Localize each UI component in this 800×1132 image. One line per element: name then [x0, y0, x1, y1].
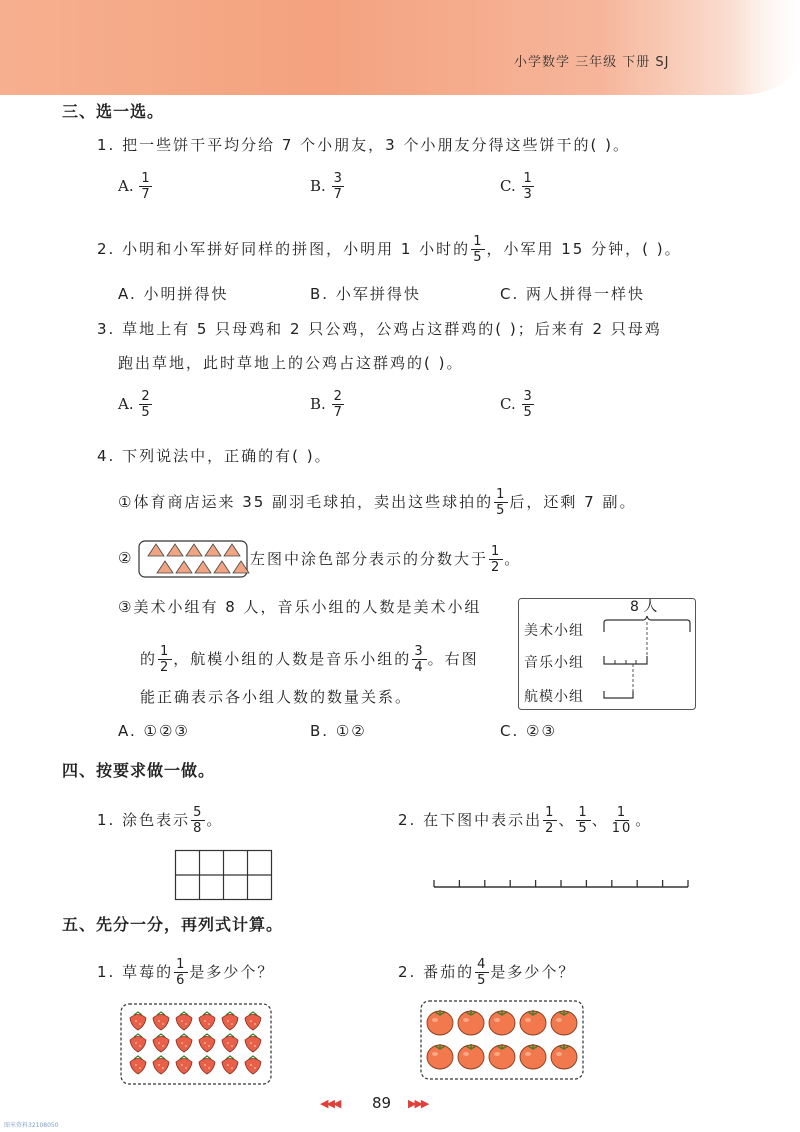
strawberry-icon — [176, 1012, 192, 1030]
statement-text: ，航模小组的人数是音乐小组的 — [173, 650, 412, 668]
s5-q1 — [97, 958, 274, 987]
footer-left-arrows: ◀◀◀ — [320, 1097, 340, 1110]
fraction: $\frac{2}{5}$ — [141, 389, 150, 420]
separator: 、 — [558, 811, 576, 829]
strawberry-icon — [176, 1056, 192, 1074]
fraction: $\frac{1}{5}$ — [473, 234, 484, 265]
strawberry-icon — [130, 1056, 146, 1074]
tomato-icon — [520, 1010, 546, 1035]
tomato-icon — [551, 1010, 577, 1035]
s3-q4-text: 下列说法中，正确的有( )。 — [122, 447, 332, 465]
s4-q2-num: 2. — [398, 811, 417, 829]
s4-q2-end: 。 — [635, 811, 653, 829]
triangles-figure — [138, 540, 248, 578]
triangle — [148, 544, 164, 556]
s3-q1-option-a[interactable] — [118, 172, 153, 201]
statement-text: 左图中涂色部分表示的分数大于 — [250, 550, 489, 568]
triangle-group — [148, 544, 249, 573]
strawberry-icon — [199, 1012, 215, 1030]
fraction: $\frac{1}{3}$ — [523, 171, 532, 202]
diagram-row-music: 音乐小组 — [524, 655, 584, 671]
s3-q4 — [97, 449, 332, 464]
tomato-icon — [489, 1010, 515, 1035]
s3-q4-statement-2-mark: ② — [118, 549, 134, 567]
tomato-box — [420, 1000, 584, 1080]
section-4-title: 四、按要求做一做。 — [62, 761, 216, 780]
s3-q3-option-b[interactable] — [310, 390, 345, 419]
strawberry-icon — [153, 1012, 169, 1030]
s3-q4-statement-3-line1: ③美术小组有 8 人，音乐小组的人数是美术小组 — [118, 598, 482, 616]
fraction: $\frac{5}{8}$ — [193, 805, 204, 836]
s3-q2-option-c[interactable]: C. 两人拼得一样快 — [500, 285, 646, 303]
strawberry-icon — [176, 1034, 192, 1052]
strawberry-icon — [130, 1012, 146, 1030]
strawberry-icon — [199, 1056, 215, 1074]
fraction: $\frac{3}{4}$ — [414, 644, 425, 675]
strawberry-group — [130, 1012, 261, 1074]
fraction: $\frac{3}{5}$ — [523, 389, 532, 420]
option-letter: C. — [500, 177, 516, 195]
fraction: $\frac{1}{5}$ — [578, 805, 589, 836]
tomato-icon — [427, 1044, 453, 1069]
tomato-icon — [458, 1044, 484, 1069]
fraction: $\frac{1}{2}$ — [545, 805, 556, 836]
triangle — [186, 544, 202, 556]
number-line[interactable] — [432, 876, 692, 890]
fraction: $\frac{1}{2}$ — [160, 644, 171, 675]
s3-q2-num: 2. — [97, 240, 116, 258]
s3-q2-option-a[interactable]: A. 小明拼得快 — [118, 285, 229, 303]
number-line-ticks — [434, 880, 688, 887]
tomato-icon — [520, 1044, 546, 1069]
section-3-title: 三、选一选。 — [62, 102, 165, 121]
s5-q2-num: 2. — [398, 963, 417, 981]
triangle — [205, 544, 221, 556]
s5-q1-text-b: 是多少个？ — [189, 963, 275, 981]
s5-q2-text-a: 番茄的 — [423, 963, 475, 981]
statement-text: 。右图 — [427, 650, 479, 668]
option-letter: A. — [118, 395, 134, 413]
s5-q2 — [398, 958, 575, 987]
s4-q2 — [398, 806, 652, 835]
page-number: 89 — [372, 1094, 392, 1112]
s5-q1-num: 1. — [97, 963, 116, 981]
strawberry-icon — [199, 1034, 215, 1052]
strawberry-icon — [222, 1056, 238, 1074]
option-letter: B. — [310, 395, 326, 413]
s3-q4-num: 4. — [97, 447, 116, 465]
watermark: 图米资料32108050 — [4, 1122, 59, 1129]
model-group-bracket — [604, 691, 633, 698]
triangle — [214, 561, 230, 573]
s3-q2-option-b[interactable]: B. 小军拼得快 — [310, 285, 421, 303]
s4-q1 — [97, 806, 223, 835]
s3-q3-text: 草地上有 5 只母鸡和 2 只公鸡，公鸡占这群鸡的( )；后来有 2 只母鸡 — [122, 320, 662, 338]
diagram-top-label: 8 人 — [630, 599, 658, 615]
s5-q1-text-a: 草莓的 — [122, 963, 174, 981]
s4-q2-text: 在下图中表示出 — [423, 811, 543, 829]
statement-text: ①体育商店运来 35 副羽毛球拍，卖出这些球拍的 — [118, 493, 494, 511]
fraction: $\frac{2}{7}$ — [333, 389, 342, 420]
diagram-row-model: 航模小组 — [524, 689, 584, 705]
triangle — [157, 561, 173, 573]
option-letter: B. — [310, 177, 326, 195]
statement-text: 。 — [504, 550, 522, 568]
s3-q3-line2: 跑出草地，此时草地上的公鸡占这群鸡的( )。 — [118, 354, 464, 372]
s3-q4-option-b[interactable]: B. ①② — [310, 722, 367, 740]
diagram-row-art: 美术小组 — [524, 623, 584, 639]
fraction: $\frac{1}{6}$ — [176, 957, 187, 988]
fraction: $\frac{3}{7}$ — [333, 171, 342, 202]
fraction: $\frac{1}{10}$ — [611, 805, 633, 836]
fraction: $\frac{1}{2}$ — [491, 544, 502, 575]
s3-q2 — [97, 235, 682, 264]
s4-q1-num: 1. — [97, 811, 116, 829]
tomato-icon — [551, 1044, 577, 1069]
triangle — [176, 561, 192, 573]
triangle — [224, 544, 240, 556]
s3-q3-option-a[interactable] — [118, 390, 153, 419]
s3-q1 — [97, 138, 630, 153]
s3-q1-option-c[interactable] — [500, 172, 535, 201]
s3-q4-statement-3-line2 — [140, 645, 479, 674]
s4-q1-text: 涂色表示 — [122, 811, 191, 829]
strawberry-icon — [153, 1034, 169, 1052]
s3-q1-text: 把一些饼干平均分给 7 个小朋友，3 个小朋友分得这些饼干的( )。 — [122, 136, 630, 154]
s3-q3-line1 — [97, 322, 662, 337]
triangle — [167, 544, 183, 556]
s3-q4-statement-3-line3: 能正确表示各小组人数的数量关系。 — [140, 688, 413, 706]
fraction: $\frac{1}{5}$ — [496, 487, 507, 518]
s3-q3-option-c[interactable] — [500, 390, 535, 419]
s4-q1-end: 。 — [206, 811, 224, 829]
strawberry-icon — [222, 1034, 238, 1052]
s3-q4-option-c[interactable]: C. ②③ — [500, 722, 557, 740]
s3-q3-num: 3. — [97, 320, 116, 338]
tomato-group — [427, 1010, 577, 1069]
book-label: 小学数学 三年级 下册 SJ — [514, 55, 670, 70]
strawberry-icon — [153, 1056, 169, 1074]
separator: 、 — [591, 811, 609, 829]
strawberry-icon — [130, 1034, 146, 1052]
s5-q2-text-b: 是多少个？ — [490, 963, 576, 981]
section-5-title: 五、先分一分，再列式计算。 — [62, 915, 284, 934]
s3-q4-option-a[interactable]: A. ①②③ — [118, 722, 190, 740]
strawberry-box — [120, 1003, 272, 1085]
tomato-icon — [489, 1044, 515, 1069]
option-letter: A. — [118, 177, 134, 195]
tomato-icon — [427, 1010, 453, 1035]
s3-q1-num: 1. — [97, 136, 116, 154]
footer-right-arrows: ▶▶▶ — [408, 1097, 428, 1110]
strawberry-icon — [222, 1012, 238, 1030]
s3-q4-statement-1 — [118, 488, 636, 517]
tomato-icon — [458, 1010, 484, 1035]
fraction: $\frac{1}{7}$ — [141, 171, 150, 202]
fraction: $\frac{4}{5}$ — [477, 957, 488, 988]
s3-q2-text-b: ，小军用 15 分钟，( )。 — [486, 240, 682, 258]
s3-q2-text-a: 小明和小军拼好同样的拼图，小明用 1 小时的 — [122, 240, 471, 258]
strawberry-icon — [245, 1034, 261, 1052]
strawberry-icon — [245, 1056, 261, 1074]
grid-2x4[interactable] — [175, 850, 272, 900]
s3-q1-option-b[interactable] — [310, 172, 345, 201]
header-band — [0, 0, 800, 95]
statement-text: 的 — [140, 650, 158, 668]
statement-text: 后，还剩 7 副。 — [509, 493, 637, 511]
strawberry-icon — [245, 1012, 261, 1030]
triangle — [195, 561, 211, 573]
option-letter: C. — [500, 395, 516, 413]
s3-q4-statement-2 — [250, 545, 521, 574]
